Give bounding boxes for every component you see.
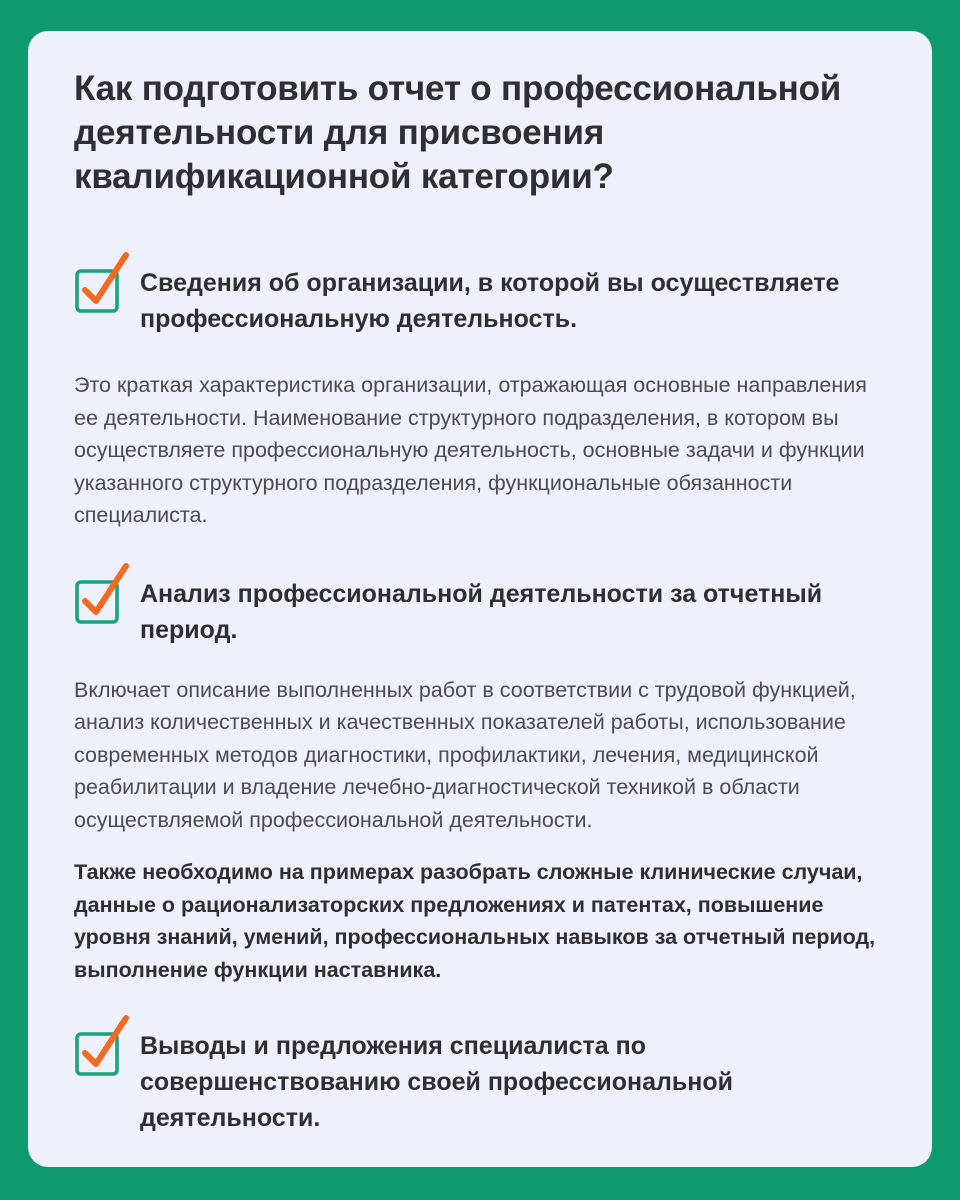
- content-card: [28, 31, 932, 1167]
- page-title: Как подготовить отчет о профессиональной деятельности для присвоения квалификационной категории?: [74, 69, 842, 196]
- section-body-text: Это краткая характеристика организации, отражающая основные направления ее деятельности. Наименование структурного подразделения, в котором вы осуществляете профессиональную деятельность, основные задачи и функции указанного структурного подразделения, функциональные обязанности специалиста.: [74, 373, 867, 527]
- section-heading: Сведения об организации, в которой вы осуществляете профессиональную деятельность.: [140, 269, 840, 333]
- section-body-text: Включает описание выполненных работ в соответствии с трудовой функцией, анализ количественных и качественных показателей работы, использование современных методов диагностики, профилактики, лечения, медицинской реабилитации и владение лечебно-диагностической техникой в области осуществляемой профессиональной деятельности.: [74, 677, 856, 832]
- checkbox-check-icon: [74, 1008, 132, 1080]
- section-organization-info: [74, 265, 902, 532]
- section-heading-row: [74, 576, 902, 648]
- section-heading-row: [74, 1028, 902, 1136]
- section-heading: Выводы и предложения специалиста по совершенствованию своей профессиональной деятельности.: [140, 1032, 734, 1132]
- checkbox-check-icon: [74, 556, 132, 628]
- section-conclusions: [74, 1028, 902, 1136]
- section-activity-analysis: [74, 576, 902, 987]
- section-heading: Анализ профессиональной деятельности за отчетный период.: [140, 579, 823, 644]
- checkbox-check-icon: [74, 245, 132, 317]
- section-heading-row: [74, 265, 902, 337]
- section-note-text: Также необходимо на примерах разобрать сложные клинические случаи, данные о рационализаторских предложениях и патентах, повышение уровня знаний, умений, профессиональных навыков за отчетный период, выполнение функции наставника.: [74, 860, 876, 982]
